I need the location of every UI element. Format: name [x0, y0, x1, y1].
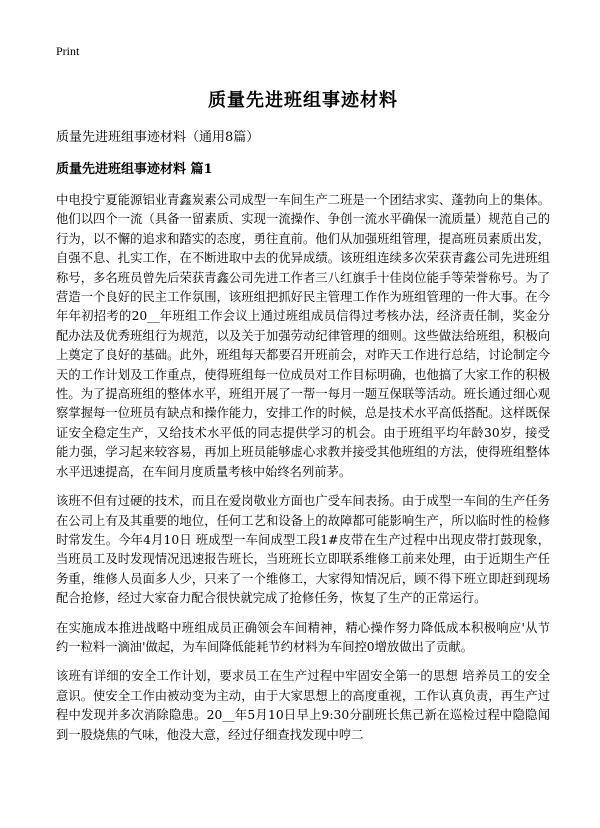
document-title: 质量先进班组事迹材料: [208, 90, 398, 111]
body-paragraph: 该班不但有过硬的技术，而且在爱岗敬业方面也广受车间表扬。由于成型一车间的生产任务在公司上有及其重要的地位，任何工艺和设备上的故障都可能影响生产，所以临时性的检修时常发生。今年4月10日 班成型一车间成型工段1#皮带在生产过程中出现皮带打鼓现象，当班员工及时发现情况迅速报告班长，当班班长立即联系维修工前来处理，由于近期生产任务重，维修人员面多人少，只来了一个维修工，大家得知情况后，顾不得下班立即赶到现场配合抢修，经过大家奋力配合很快就完成了抢修任务，恢复了生产的正常运行。: [56, 494, 550, 606]
body-paragraph: 在实施成本推进战略中班组成员正确领会车间精神，精心操作努力降低成本积极响应'从节约一粒料一滴油'做起，为车间降低能耗节约材料为车间控0增放做出了贡献。: [56, 620, 550, 654]
body-paragraph: 该班有详细的安全工作计划，要求员工在生产过程中牢固安全第一的思想 培养员工的安全意识。使安全工作由被动变为主动，由于大家思想上的高度重视，工作认真负责，再生产过程中发现并多次消除隐患。20__年5月10日早上9:30分副班长焦己新在巡检过程中隐隐闻到一股烧焦的气味，他没大意，经过仔细查找发现中哼二: [56, 669, 550, 742]
print-link[interactable]: Print: [56, 44, 80, 58]
document-subtitle: 质量先进班组事迹材料（通用8篇）: [56, 130, 260, 145]
body-paragraph: 中电投宁夏能源铝业青鑫炭素公司成型一车间生产二班是一个团结求实、蓬勃向上的集体。他们以四个一流（具备一留素质、实现一流操作、争创一流水平确保一流质量）规范自己的行为，以不懈的追求和踏实的态度，勇往直前。他们从加强班组管理，提高班员素质出发，自强不息、扎实工作，在不断进取中去的优异成绩。该班组连续多次荣获青鑫公司先进班组称号，多名班员曾先后荣获青鑫公司先进工作者三八红旗手十佳岗位能手等荣誉称号。为了营造一个良好的民主工作氛围，该班组把抓好民主管理工作作为班组管理的一件大事。在今年年初招考的20__年班组工作会议上通过班组成员信得过考核办法，经济责任制，奖金分配办法及优秀班组行为规范，以及关于加强劳动纪律管理的细则。这些做法给班组，积极向上奠定了良好的基础。此外，班组每天都要召开班前会，对昨天工作进行总结，讨论制定今天的工作计划及工作重点，使得班组每一位成员对工作目标明确，也他搞了大家工作的积极性。为了提高班组的整体水平，班组开展了一帮一每月一题互保联等活动。班长通过细心观察掌握每一位班员有缺点和操作能力，安排工作的时候，总是技术水平高低搭配。这样既保证安全稳定生产，又给技术水平低的同志提供学习的机会。由于班组平均年龄30岁，接受能力强，学习起来较容易，再加上班员能够虚心求教并接受其他班组的方法，使得班组整体水平迅速提高，在车间月度质量考核中始终名列前茅。: [56, 193, 550, 479]
section-heading: 质量先进班组事迹材料 篇1: [56, 162, 213, 177]
